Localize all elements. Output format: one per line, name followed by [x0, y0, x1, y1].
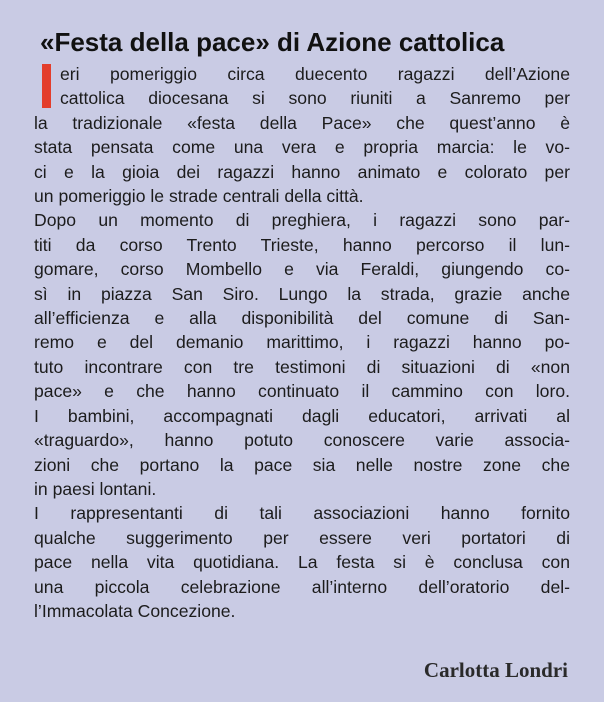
body-line: ci e la gioia dei ragazzi hanno animato e colorato per [34, 161, 570, 182]
body-line: un pomeriggio le strade centrali della città. [34, 186, 364, 207]
body-line: titi da corso Trento Trieste, hanno percorso il lun- [34, 234, 570, 255]
body-line: «traguardo», hanno potuto conoscere varie associa- [34, 430, 570, 451]
body-line: l’Immacolata Concezione. [34, 600, 236, 621]
drop-cap-marker [42, 64, 51, 108]
article-body [34, 62, 570, 623]
body-line: pace nella vita quotidiana. La festa si è conclusa con [34, 552, 570, 573]
body-line: sì in piazza San Siro. Lungo la strada, grazie anche [34, 283, 570, 304]
author-signature: Carlotta Londri [423, 658, 568, 682]
article-headline: «Festa della pace» di Azione cattolica [40, 27, 505, 57]
body-line: una piccola celebrazione all’interno dell’oratorio del- [34, 576, 570, 597]
body-line: qualche suggerimento per essere veri portatori di [34, 527, 570, 548]
body-line: pace» e che hanno continuato il cammino con loro. [34, 381, 570, 402]
body-line: zioni che portano la pace sia nelle nostre zone che [34, 454, 570, 475]
body-line: stata pensata come una vera e propria marcia: le vo- [34, 137, 570, 158]
body-line: gomare, corso Mombello e via Feraldi, giungendo co- [34, 259, 570, 280]
body-line: Dopo un momento di preghiera, i ragazzi sono par- [34, 210, 570, 231]
body-line: eri pomeriggio circa duecento ragazzi dell’Azione [60, 64, 570, 84]
body-line: I rappresentanti di tali associazioni hanno fornito [34, 503, 570, 524]
body-line: remo e del demanio marittimo, i ragazzi hanno po- [34, 332, 570, 353]
body-line: la tradizionale «festa della Pace» che quest’anno è [34, 112, 570, 133]
body-line: in paesi lontani. [34, 478, 157, 499]
body-line: tuto incontrare con tre testimoni di situazioni di «non [34, 356, 570, 377]
body-line: cattolica diocesana si sono riuniti a Sanremo per [60, 88, 570, 109]
body-line: I bambini, accompagnati dagli educatori, arrivati al [34, 405, 570, 426]
body-line: all’efficienza e alla disponibilità del comune di San- [34, 308, 570, 329]
